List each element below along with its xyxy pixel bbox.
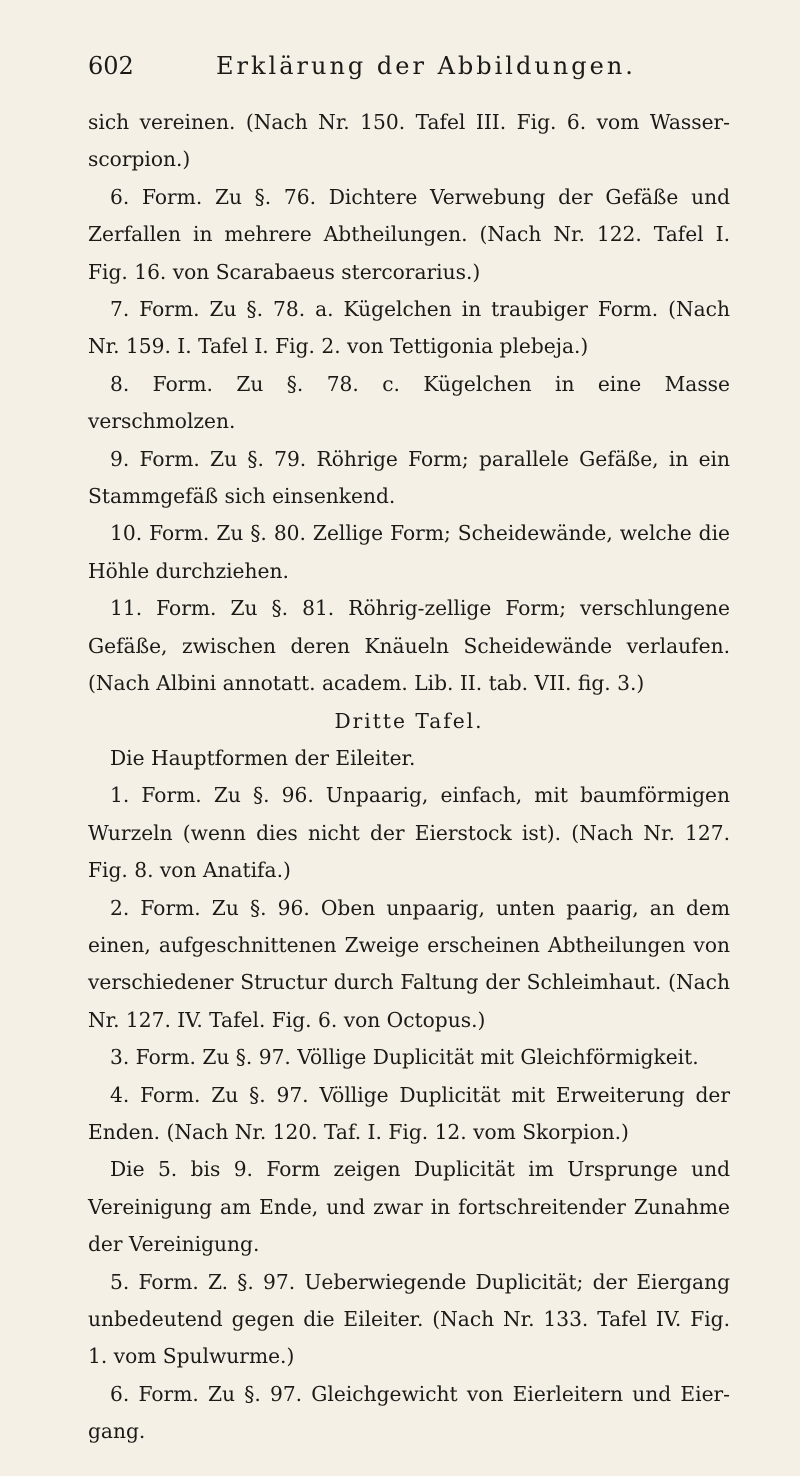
paragraph: 4. Form. Zu §. 97. Völlige Duplicität mit Erweiterung der Enden. (Nach Nr. 120. Taf. I. Fig. 12. vom Skorpion.)	[88, 1082, 730, 1144]
paragraph: 8. Form. Zu §. 78. c. Kügelchen in eine Masse verschmolzen.	[88, 371, 730, 434]
paragraph: 6. Form. Zu §. 76. Dichtere Verwebung der Gefäße und Zerfallen in mehrere Abtheilungen. (Nach Nr. 122. Tafel I. Fig. 16. von Scarabaeus stercorarius.)	[88, 184, 730, 284]
page-body	[88, 104, 730, 1451]
paragraph: 9. Form. Zu §. 79. Röhrige Form; parallele Gefäße, in ein Stammgefäß sich einsenkend.	[88, 446, 730, 509]
paragraph: 6. Form. Zu §. 97. Gleichgewicht von Eierleitern und Eiergang.	[88, 1381, 730, 1444]
paragraph: 11. Form. Zu §. 81. Röhrig-zellige Form; verschlungene Gefäße, zwischen deren Knäueln Scheidewände verlaufen. (Nach Albini annotatt. academ. Lib. II. tab. VII. fig. 3.)	[88, 596, 730, 696]
page-number: 602	[88, 52, 134, 80]
paragraph: Die Hauptformen der Eileiter.	[110, 745, 416, 770]
paragraph: 10. Form. Zu §. 80. Zellige Form; Scheidewände, welche die Höhle durchziehen.	[88, 521, 730, 583]
paragraph: 1. Form. Zu §. 96. Unpaarig, einfach, mit baumförmigen Wurzeln (wenn dies nicht der Eierstock ist). (Nach Nr. 127. Fig. 8. von Anatifa.)	[88, 783, 730, 883]
running-title: Erklärung der Abbildungen.	[216, 52, 636, 80]
page-header	[88, 52, 728, 88]
paragraph: 3. Form. Zu §. 97. Völlige Duplicität mit Gleichförmigkeit.	[110, 1045, 699, 1070]
paragraph: 7. Form. Zu §. 78. a. Kügelchen in traubiger Form. (Nach Nr. 159. I. Tafel I. Fig. 2. von Tettigonia plebeja.)	[88, 297, 730, 359]
paragraph: sich vereinen. (Nach Nr. 150. Tafel III. Fig. 6. vom Wasserscorpion.)	[88, 110, 730, 172]
paragraph: 5. Form. Z. §. 97. Ueberwiegende Duplicität; der Eiergang unbedeutend gegen die Eileiter. (Nach Nr. 133. Tafel IV. Fig. 1. vom Spulwurme.)	[88, 1269, 730, 1369]
paragraph: Die 5. bis 9. Form zeigen Duplicität im Ursprunge und Vereinigung am Ende, und zwar in fortschreitender Zunahme der Vereinigung.	[88, 1157, 730, 1257]
section-heading: Dritte Tafel.	[334, 708, 484, 733]
paragraph: 2. Form. Zu §. 96. Oben unpaarig, unten paarig, an dem einen, aufgeschnittenen Zweige erscheinen Abtheilungen von verschiedener Structur durch Faltung der Schleimhaut. (Nach Nr. 127. IV. Tafel. Fig. 6. von Octopus.)	[88, 895, 730, 1032]
